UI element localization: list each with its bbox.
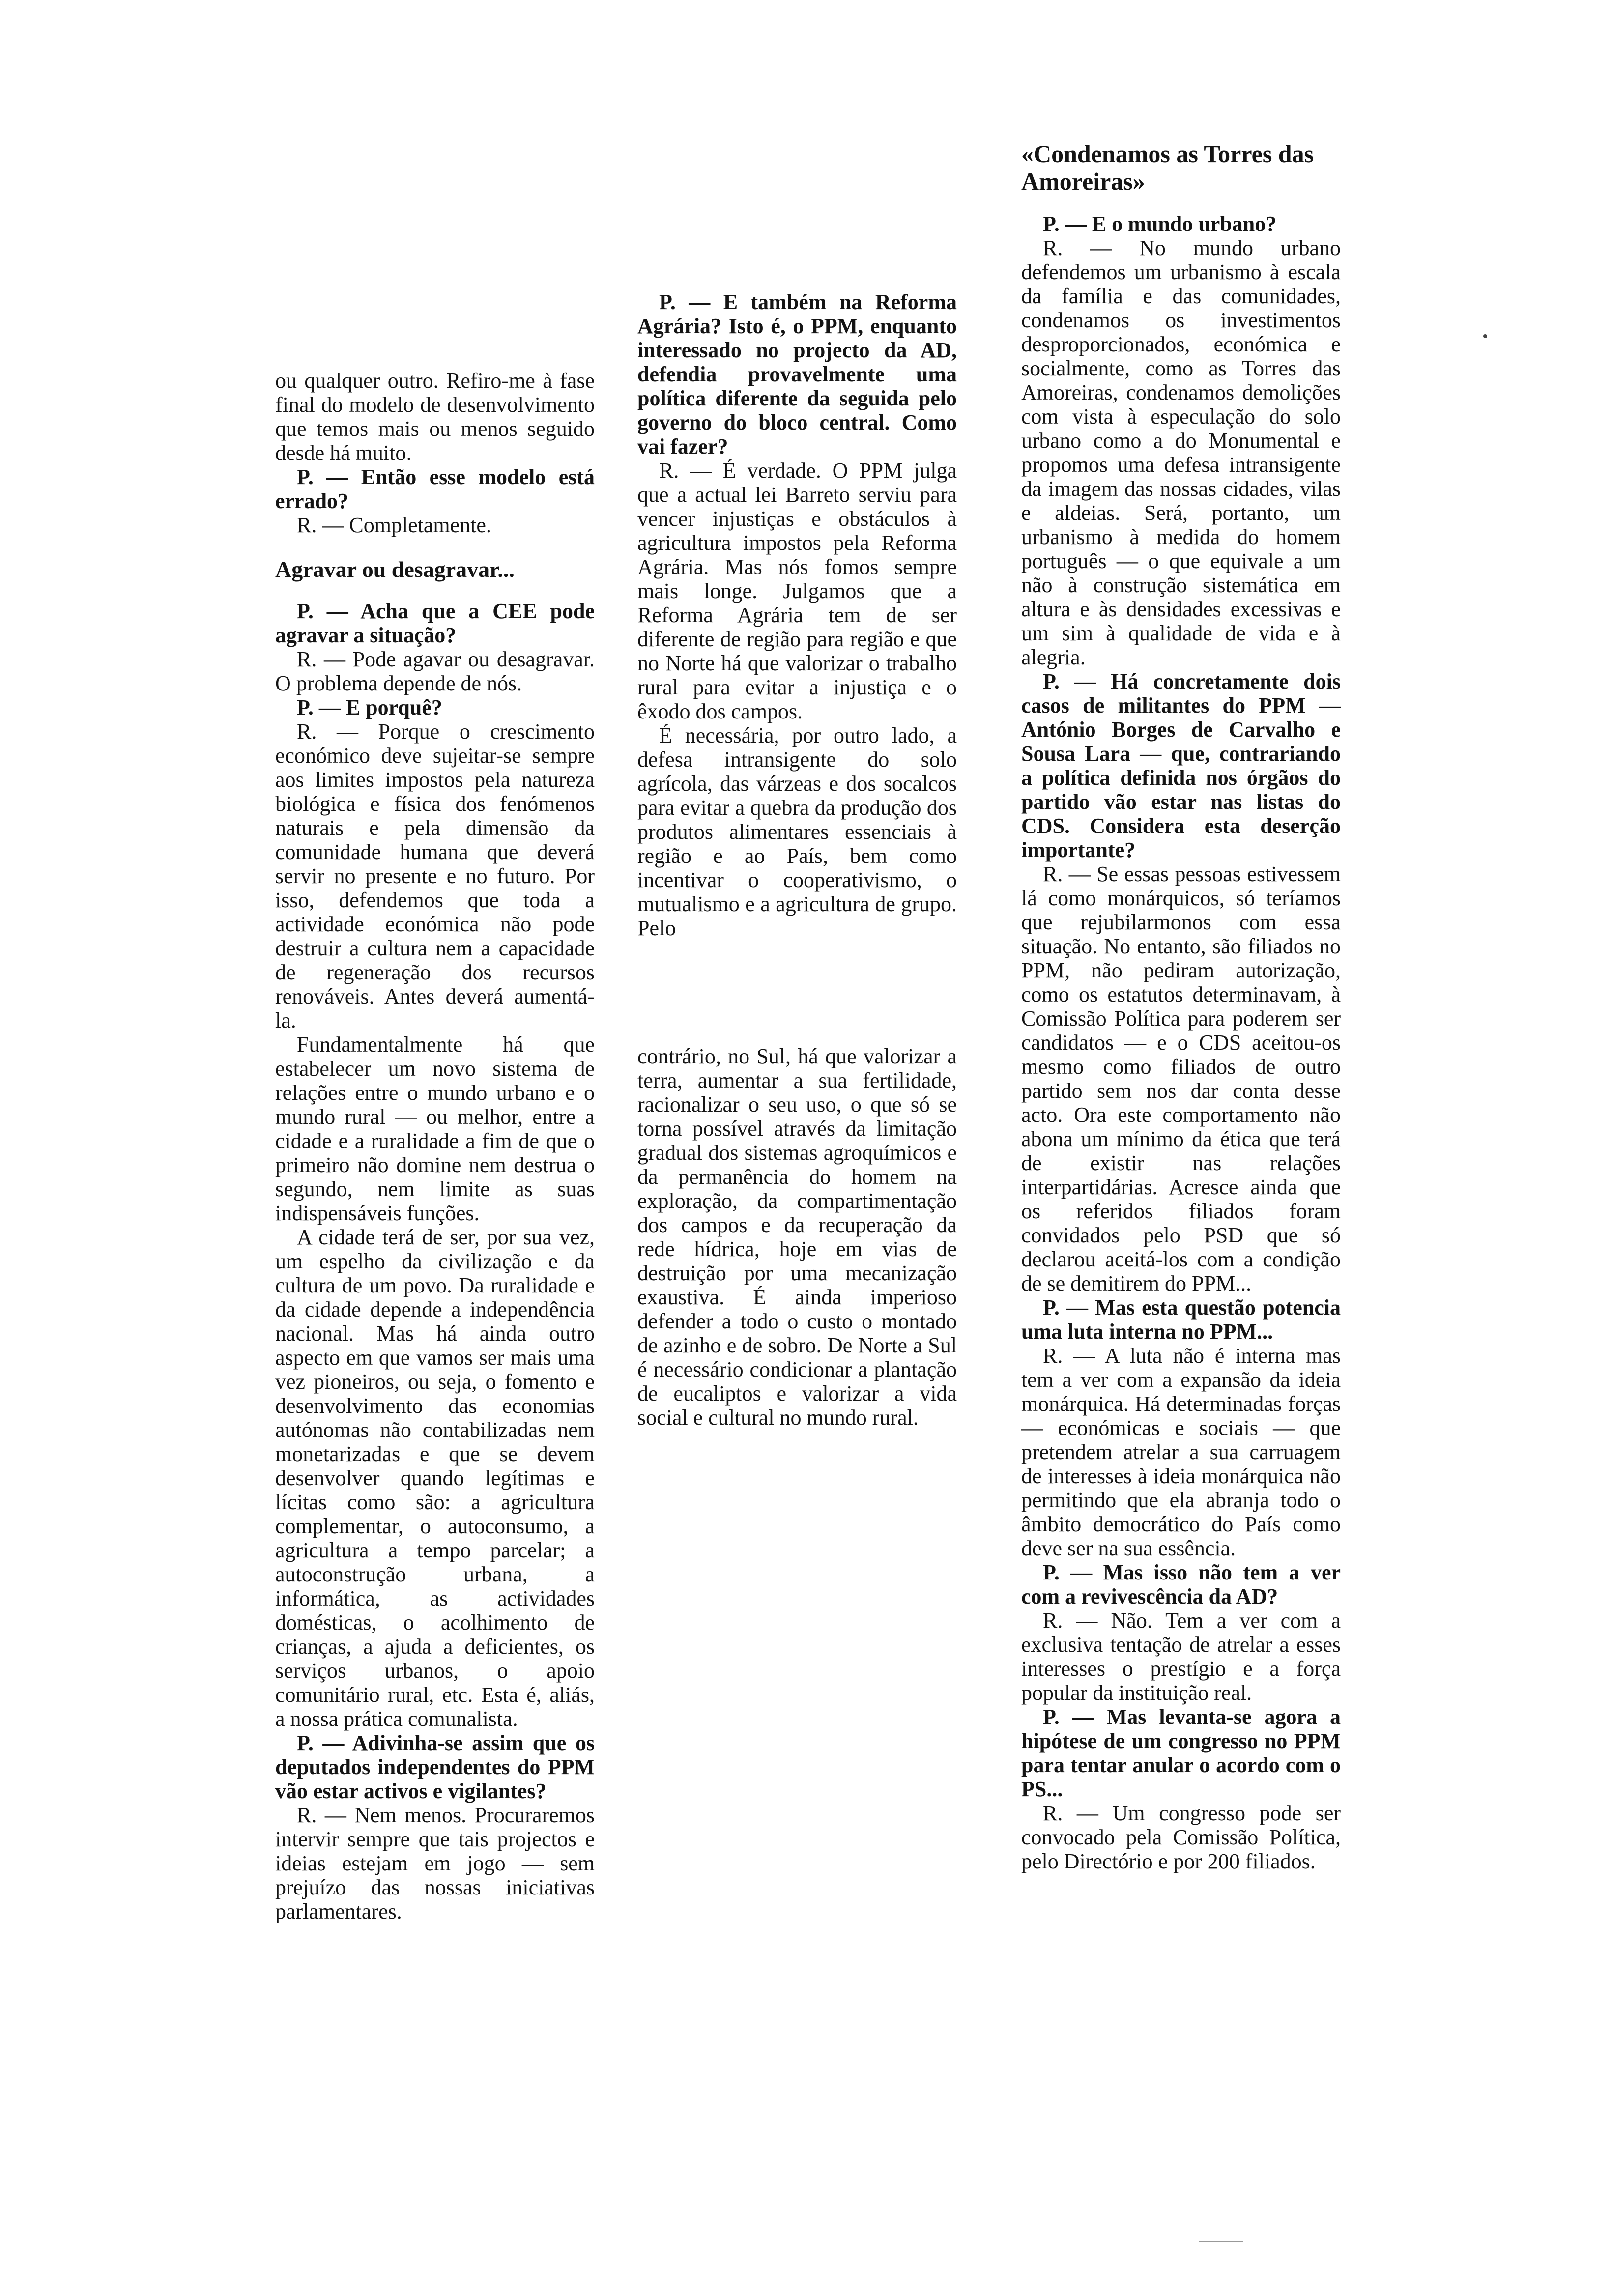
- question: P. — Acha que a CEE pode agravar a situação?: [275, 599, 595, 647]
- column-1: [275, 369, 595, 1923]
- question: P. — Mas esta questão potencia uma luta interna no PPM...: [1021, 1295, 1341, 1344]
- paragraph: ou qualquer outro. Refiro-me à fase final do modelo de desenvolvimento que temos mais ou menos seguido desde há muito.: [275, 369, 595, 465]
- answer: R. — A luta não é interna mas tem a ver com a expansão da ideia monárquica. Há determinadas forças — económicas e sociais — que pretendem atrelar a sua carruagem de interesses à ideia monárquica não permitindo que ela abranja todo o âmbito democrático do País como deve ser na sua essência.: [1021, 1344, 1341, 1560]
- question: P. — E também na Reforma Agrária? Isto é, o PPM, enquanto interessado no projecto da AD, defendia provavelmente uma política diferente da seguida pelo governo do bloco central. Como vai fazer?: [637, 290, 957, 459]
- question: P. — Então esse modelo está errado?: [275, 465, 595, 513]
- answer: R. — No mundo urbano defendemos um urbanismo à escala da família e das comunidades, condenamos os investimentos desproporcionados, económica e socialmente, como as Torres das Amoreiras, condenamos demolições com vista à especulação do solo urbano como a do Monumental e propomos uma defesa intransigente da imagem das nossas cidades, vilas e aldeias. Será, portanto, um urbanismo à medida do homem português — o que equivale a um não à construção sistemática em altura e às densidades excessivas e um sim à qualidade de vida e à alegria.: [1021, 236, 1341, 669]
- answer: R. — Nem menos. Procuraremos intervir sempre que tais projectos e ideias estejam em jogo — sem prejuízo das nossas iniciativas parlamentares.: [275, 1803, 595, 1923]
- answer: R. — Um congresso pode ser convocado pela Comissão Política, pelo Directório e por 200 filiados.: [1021, 1801, 1341, 1873]
- column-2-continued: [637, 1044, 957, 1430]
- column-3: [1021, 140, 1341, 1873]
- question: P. — Mas levanta-se agora a hipótese de um congresso no PPM para tentar anular o acordo com o PS...: [1021, 1705, 1341, 1801]
- paragraph: Fundamentalmente há que estabelecer um novo sistema de relações entre o mundo urbano e o mundo rural — ou melhor, entre a cidade e a ruralidade a fim de que o primeiro não domine nem destrua o segundo, nem limite as suas indispensáveis funções.: [275, 1033, 595, 1225]
- answer: R. — Porque o crescimento económico deve sujeitar-se sempre aos limites impostos pela natureza biológica e física dos fenómenos naturais e pela dimensão da comunidade humana que deverá servir no presente e no futuro. Por isso, defendemos que toda a actividade económica não pode destruir a cultura nem a capacidade de regeneração dos recursos renováveis. Antes deverá aumentá-la.: [275, 719, 595, 1033]
- answer: R. — Se essas pessoas estivessem lá como monárquicos, só teríamos que rejubilarmonos com essa situação. No entanto, são filiados no PPM, não pediram autorização, como os estatutos determinavam, à Comissão Política para poderem ser candidatos — e o CDS aceitou-os mesmo como filiados de outro partido sem nos dar conta desse acto. Ora este comportamento não abona um mínimo da ética que terá de existir nas relações interpartidárias. Acresce ainda que os referidos filiados foram convidados pelo PSD que só declarou aceitá-los com a condição de se demitirem do PPM...: [1021, 862, 1341, 1295]
- section-heading: Agravar ou desagravar...: [275, 557, 515, 582]
- question: P. — E porquê?: [297, 695, 442, 719]
- answer: R. — Não. Tem a ver com a exclusiva tentação de atrelar a esses interesses o prestígio e a força popular da instituição real.: [1021, 1608, 1341, 1705]
- column-2: [637, 290, 957, 940]
- answer: R. — Completamente.: [297, 513, 491, 537]
- paragraph: contrário, no Sul, há que valorizar a terra, aumentar a sua fertilidade, racionalizar o seu uso, o que só se torna possível através da limitação gradual dos sistemas agroquímicos e da permanência do homem na exploração, da compartimentação dos campos e da recuperação da rede hídrica, hoje em vias de destruição por uma mecanização exaustiva. É ainda imperioso defender a todo o custo o montado de azinho e de sobro. De Norte a Sul é necessário condicionar a plantação de eucaliptos e valorizar a vida social e cultural no mundo rural.: [637, 1044, 957, 1430]
- question: P. — Adivinha-se assim que os deputados independentes do PPM vão estar activos e vigilantes?: [275, 1731, 595, 1803]
- section-heading: «Condenamos as Torres das Amoreiras»: [1021, 140, 1314, 195]
- paragraph: É necessária, por outro lado, a defesa intransigente do solo agrícola, das várzeas e dos socalcos para evitar a quebra da produção dos produtos alimentares essenciais à região e ao País, bem como incentivar o cooperativismo, o mutualismo e a agricultura de grupo. Pelo: [637, 723, 957, 940]
- question: P. — Há concretamente dois casos de militantes do PPM — António Borges de Carvalho e Sousa Lara — que, contrariando a política definida nos órgãos do partido vão estar nas listas do CDS. Considera esta deserção importante?: [1021, 669, 1341, 862]
- answer: R. — É verdade. O PPM julga que a actual lei Barreto serviu para vencer injustiças e obstáculos à agricultura impostos pela Reforma Agrária. Mas nós fomos sempre mais longe. Julgamos que a Reforma Agrária tem de ser diferente de região para região e que no Norte há que valorizar o trabalho rural para evitar a injustiça e o êxodo dos campos.: [637, 459, 957, 723]
- scan-speck: [1483, 334, 1487, 338]
- paragraph: A cidade terá de ser, por sua vez, um espelho da civilização e da cultura de um povo. Da ruralidade e da cidade depende a independência nacional. Mas há ainda outro aspecto em que vamos ser mais uma vez pioneiros, ou seja, o fomento e desenvolvimento das economias autónomas não contabilizadas nem monetarizadas e que se devem desenvolver quando legítimas e lícitas como são: a agricultura complementar, o autoconsumo, a agricultura a tempo parcelar; a autoconstrução urbana, a informática, as actividades domésticas, o acolhimento de crianças, a ajuda a deficientes, os serviços urbanos, o apoio comunitário rural, etc. Esta é, aliás, a nossa prática comunalista.: [275, 1225, 595, 1731]
- question: P. — Mas isso não tem a ver com a revivescência da AD?: [1021, 1560, 1341, 1608]
- question: P. — E o mundo urbano?: [1043, 212, 1277, 236]
- scan-speck: [1199, 2241, 1243, 2242]
- answer: R. — Pode agavar ou desagravar. O problema depende de nós.: [275, 647, 595, 695]
